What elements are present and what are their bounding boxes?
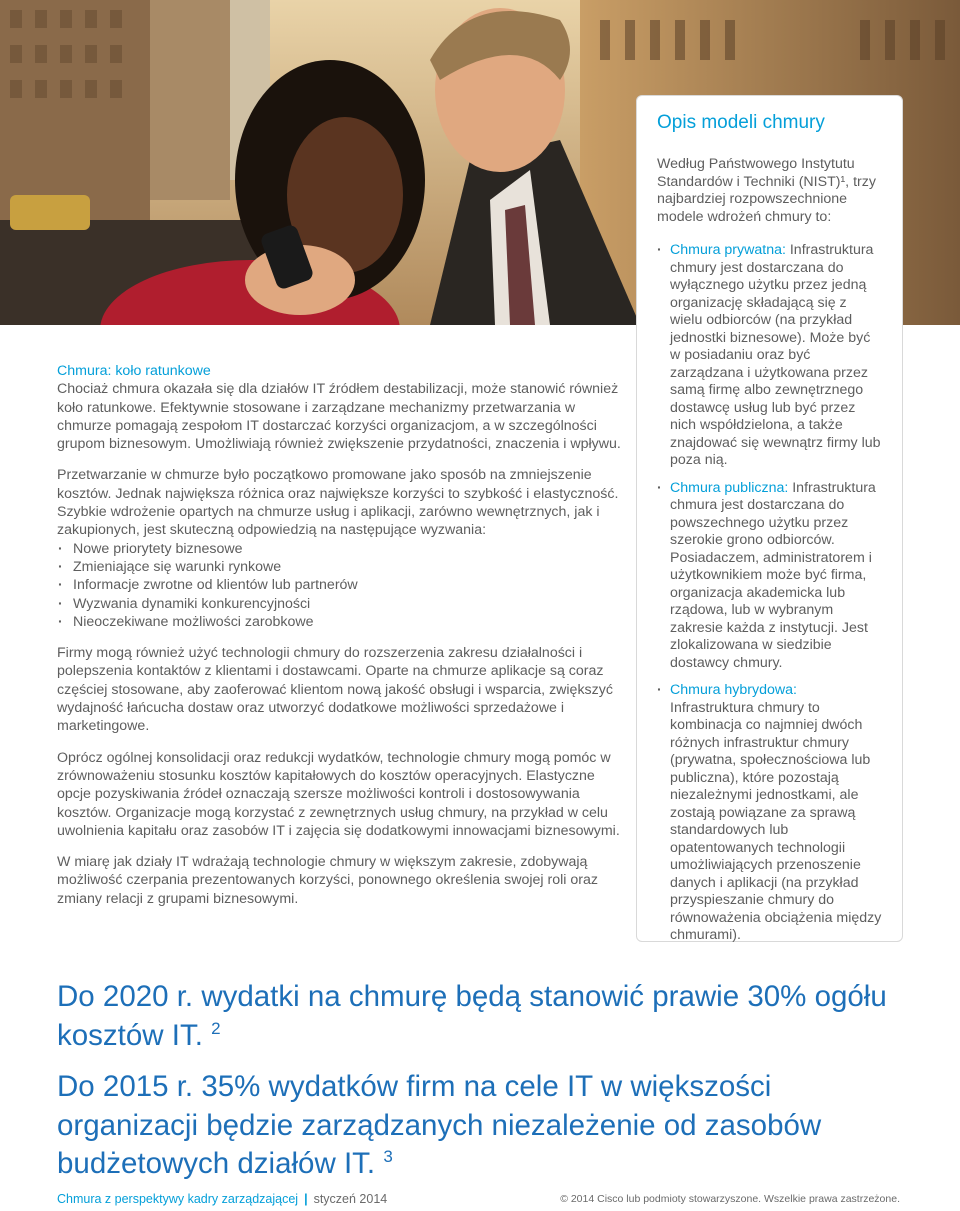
list-item: · Wyzwania dynamiki konkurencyjności — [57, 595, 623, 613]
footer-copyright: © 2014 Cisco lub podmioty stowarzyszone. Wszelkie prawa zastrzeżone. — [560, 1193, 900, 1205]
list-item-private-cloud — [657, 242, 882, 470]
paragraph-3: Firmy mogą również użyć technologii chmury do rozszerzenia zakresu działalności i polepszenia kontaktów z klientami i dostawcami. Oparte na chmurze aplikacje są coraz częściej stosowane, aby zaoferować klientom nową jakość obsługi i wsparcia, zwiększyć wydajność łańcucha dostaw oraz utworzyć dodatkowe możliwości sprzedażowe i marketingowe. — [57, 645, 613, 735]
footnote-ref: 2 — [211, 1018, 221, 1038]
pull-quote-text: Do 2015 r. 35% wydatków firm na cele IT w większości organizacji będzie zarządzanych niezależenie od zasobów budżetowych działów IT. — [57, 1070, 822, 1180]
footer-date: styczeń 2014 — [313, 1192, 388, 1206]
main-column — [57, 362, 623, 921]
pull-quote-text: Do 2020 r. wydatki na chmurę będą stanowić prawie 30% ogółu kosztów IT. — [57, 980, 887, 1052]
pull-quote-2 — [57, 1068, 917, 1184]
term-hybrid-cloud: Chmura hybrydowa: — [670, 682, 797, 698]
footer-doc-title: Chmura z perspektywy kadry zarządzającej — [57, 1192, 299, 1206]
definition-hybrid-cloud: Infrastruktura chmury to kombinacja co najmniej dwóch różnych infrastruktur chmury (prywatna, społecznościowa lub publiczna), które pozostają niezależnymi jednostkami, ale zostają powiązane za sprawą standardowych lub opatentowanych technologii umożliwiających przenoszenie danych i aplikacji (na przykład przyspieszanie chmury do równoważenia obciążenia między chmurami). — [670, 699, 882, 943]
intro-paragraph — [57, 362, 623, 453]
list-item: · Zmieniające się warunki rynkowe — [57, 558, 623, 576]
footer-separator: | — [304, 1192, 308, 1206]
pull-quote-1 — [57, 978, 917, 1055]
term-private-cloud: Chmura prywatna: — [670, 242, 786, 258]
paragraph-2: Przetwarzanie w chmurze było początkowo promowane jako sposób na zmniejszenie kosztów. Jednak największa różnica oraz największe korzyści to szybkość i elastyczność. Szybkie wdrożenie opartych na chmurze usług i aplikacji, zarówno wewnętrznych, jak i zakupionych, jest skuteczną odpowiedzią na następujące wyzwania: — [57, 467, 619, 539]
list-item: · Informacje zwrotne od klientów lub partnerów — [57, 576, 623, 594]
section-heading: Chmura: koło ratunkowe — [57, 363, 211, 379]
list-item: · Nowe priorytety biznesowe — [57, 540, 623, 558]
list-item-hybrid-cloud — [657, 682, 882, 945]
definition-private-cloud: Infrastruktura chmury jest dostarczana do wyłącznego użytku przez jedną organizację składającą się z wielu odbiorców (na przykład jednostki biznesowe). Może być w posiadaniu oraz być zarządzana i użytkowana przez samą firmę albo zewnętrznego dostawcę usług lub być przez nich współdzielona, a także znajdować się wewnątrz firmy lub poza nią. — [670, 242, 881, 468]
sidebar-intro: Według Państwowego Instytutu Standardów i Techniki (NIST)¹, trzy najbardziej rozpowszechnione modele wdrożeń chmury to: — [657, 156, 876, 225]
cloud-models-sidebar — [636, 95, 903, 942]
footnote-ref: 3 — [383, 1147, 393, 1167]
list-item-public-cloud — [657, 480, 882, 673]
paragraph-5: W miarę jak działy IT wdrażają technologie chmury w większym zakresie, zdobywają możliwość czerpania prezentowanych korzyści, ponownego określenia swojej roli oraz zmiany relacji z grupami biznesowymi. — [57, 854, 598, 907]
challenges-list — [57, 540, 623, 631]
sidebar-title: Opis modeli chmury — [657, 112, 825, 133]
cloud-models-list — [657, 242, 882, 945]
intro-text: Chociaż chmura okazała się dla działów IT źródłem destabilizacji, może stanowić również koło ratunkowe. Efektywnie stosowane i zarządzane mechanizmy przetwarzania w chmurze pomagają zespołom IT dostarczać korzyści organizacjom, a w szczególności grupom biznesowym. Umożliwiają również zwiększenie przydatności, znaczenia i wpływu. — [57, 381, 621, 453]
definition-public-cloud: Infrastruktura chmura jest dostarczana do powszechnego użytku przez szerokie grono odbiorców. Posiadaczem, administratorem i użytkownikiem może być firma, organizacja akademicka lub rządowa, lub w wybranym zakresie każda z instytucji. Jest zlokalizowana w siedzibie dostawcy chmury. — [670, 479, 876, 671]
list-item: · Nieoczekiwane możliwości zarobkowe — [57, 613, 623, 631]
paragraph-4: Oprócz ogólnej konsolidacji oraz redukcji wydatków, technologie chmury mogą pomóc w zrównoważeniu stosunku kosztów kapitałowych do kosztów operacyjnych. Elastyczne opcje pozyskiwania źródeł oznaczają szersze możliwości kontroli i dostosowywania kosztów. Organizacje mogą korzystać z zewnętrznych usług chmury, na przykład w celu uwolnienia kapitału oraz zasobów IT i zajęcia się dodatkowymi innowacjami biznesowymi. — [57, 749, 620, 839]
footer-document-info — [57, 1192, 387, 1206]
term-public-cloud: Chmura publiczna: — [670, 479, 789, 496]
